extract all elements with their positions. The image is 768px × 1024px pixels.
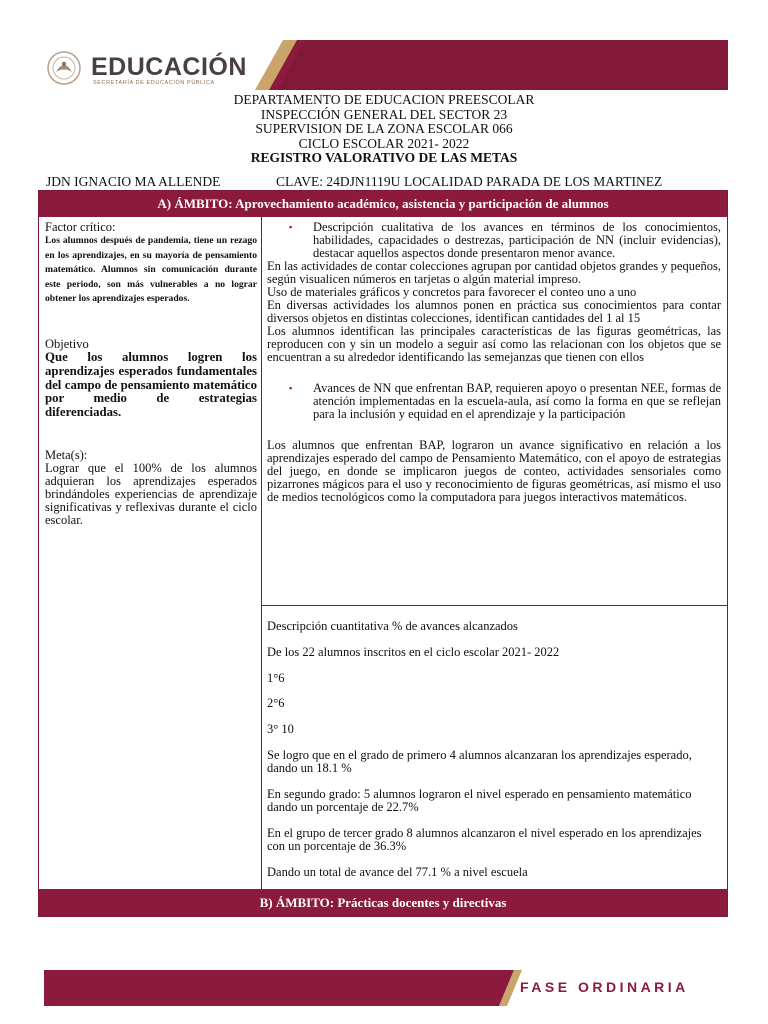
total-avance: Dando un total de avance del 77.1 % a nivel escuela [267, 864, 528, 879]
result-primero: Se logro que en el grado de primero 4 alumnos alcanzaran los aprendizajes esperado, dando un 18.1 % [267, 747, 692, 775]
inscritos-text: De los 22 alumnos inscritos en el ciclo escolar 2021- 2022 [267, 644, 560, 659]
metas-table [38, 190, 728, 917]
fase-ordinaria-label: FASE ORDINARIA [520, 979, 689, 995]
logo-subtext: SECRETARÍA DE EDUCACIÓN PÚBLICA [93, 80, 215, 86]
footer-banner [44, 970, 728, 1006]
bullet-cualitativa: ▪ Descripción cualitativa de los avances en términos de los conocimientos, habilidades, capacidades o destrezas, participación de NN (incluir evidencias), destacar aquellos aspectos donde presentaron menor avance. [267, 221, 721, 260]
decorative-band [245, 40, 728, 90]
school-clave: CLAVE: 24DJN1119U [276, 174, 401, 189]
ambito-b-heading: B) ÁMBITO: Prácticas docentes y directivas [39, 889, 727, 916]
eagle-emblem-icon [46, 50, 82, 86]
factor-text: Los alumnos después de pandemia, tiene un rezago en los aprendizajes, en su mayoría de pensamiento matemático. Alumnos sin comunicación durante este periodo, son más vulnerables a no lograr obtener los aprendizajes esperados. [45, 235, 257, 305]
objetivo-text: Que los alumnos logren los aprendizajes esperados fundamentales del campo de pensamiento matemático por medio de estrategias diferenciadas. [45, 349, 257, 420]
quantitative-section [267, 607, 721, 891]
school-name: JDN IGNACIO MA ALLENDE [46, 174, 221, 189]
ambito-a-heading: A) ÁMBITO: Aprovechamiento académico, asistencia y participación de alumnos [39, 191, 727, 217]
bullet-bap: ▪ Avances de NN que enfrentan BAP, requieren apoyo o presentan NEE, formas de atención implementadas en la escuela-aula, así como la forma en que se reflejan para la inclusión y equidad en el aprendizaje y la participación [267, 382, 721, 421]
title-line-3: SUPERVISION DE LA ZONA ESCOLAR 066 [255, 121, 513, 137]
paragraph-5: Los alumnos que enfrentan BAP, lograron un avance significativo en relación a los aprendizajes esperado del campo de Pensamiento Matemático, con el apoyo de estrategias del juego, en donde se implicaron juegos de conteo, actividades sensoriales como pizarrones mágicos para el uso y reconocimiento de figuras geométricas, así mismo el uso de medios tecnológicos como la computadora para juegos interactivos matemáticos. [267, 438, 721, 504]
paragraph-3: En diversas actividades los alumnos ponen en práctica sus conocimientos para contar diversos objetos en distintas colecciones, identifican cantidades del 1 al 15 [267, 298, 721, 325]
result-tercero: En el grupo de tercer grado 8 alumnos alcanzaron el nivel esperado en los aprendizajes con un porcentaje de 36.3% [267, 825, 702, 853]
paragraph-4: Los alumnos identifican las principales características de las figuras geométricas, las reproducen con y sin un modelo a seguir así como las relacionan con los objetos que se encuentran a su alrededor identificando las semejanzas que tienen con ellos [267, 324, 721, 364]
meta-text: Lograr que el 100% de los alumnos adquieran los aprendizajes esperados brindándoles experiencias de aprendizaje significativas y reflexivas durante el ciclo escolar. [45, 460, 257, 527]
paragraph-1: En las actividades de contar colecciones agrupan por cantidad objetos grandes y pequeños, según visualicen números en tarjetas o algún material impreso. [267, 259, 721, 286]
sep-logo [46, 47, 276, 87]
title-line-4: CICLO ESCOLAR 2021- 2022 [298, 135, 470, 151]
grado-3: 3° 10 [267, 721, 294, 736]
school-localidad: LOCALIDAD PARADA DE LOS MARTINEZ [404, 174, 663, 189]
paragraph-2: Uso de materiales gráficos y concretos para favorecer el conteo uno a uno [267, 285, 637, 299]
header-banner [40, 40, 728, 90]
title-line-5: REGISTRO VALORATIVO DE LAS METAS [250, 150, 518, 166]
cuantitativa-label: Descripción cuantitativa % de avances alcanzados [267, 618, 518, 633]
left-column [45, 221, 257, 527]
right-column [267, 221, 721, 504]
factor-label: Factor crítico: [45, 220, 116, 234]
title-line-2: INSPECCIÓN GENERAL DEL SECTOR 23 [260, 106, 508, 122]
meta-label: Meta(s): [45, 447, 88, 462]
logo-wordmark: EDUCACIÓN [91, 53, 247, 81]
grado-2: 2°6 [267, 696, 285, 710]
row-divider [261, 605, 727, 606]
objetivo-label: Objetivo [45, 336, 89, 351]
result-segundo: En segundo grado: 5 alumnos lograron el nivel esperado en pensamiento matemático dando un porcentaje de 22.7% [267, 786, 692, 814]
title-line-1: DEPARTAMENTO DE EDUCACION PREESCOLAR [233, 92, 535, 107]
document-title [40, 93, 728, 166]
grado-1: 1°6 [267, 670, 285, 685]
column-divider [261, 217, 262, 889]
